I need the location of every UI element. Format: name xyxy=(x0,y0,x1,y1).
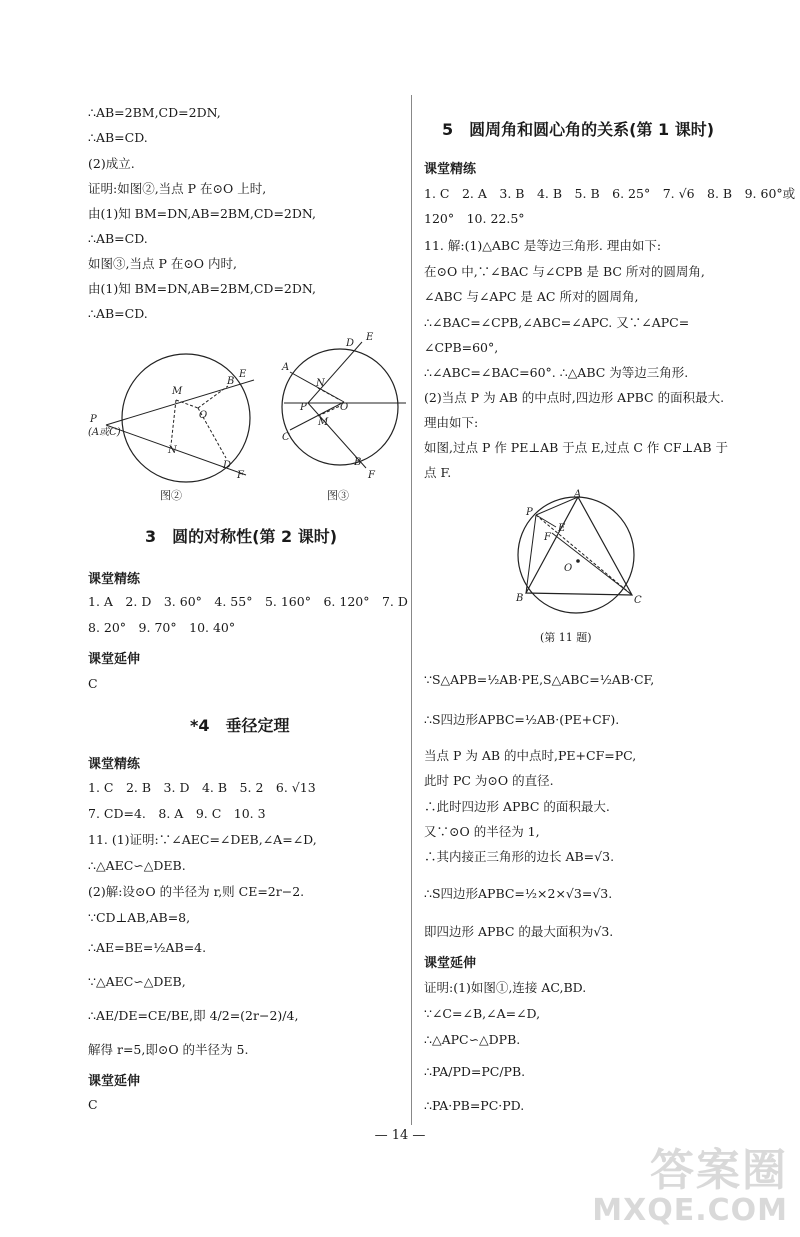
answer-line: 1. A 2. D 3. 60° 4. 55° 5. 160° 6. 120° 7. D xyxy=(88,594,408,609)
column-divider xyxy=(411,95,412,1125)
text-line: 如图③,当点 P 在⊙O 内时, xyxy=(88,256,237,271)
answer-line: 又∵⊙O 的半径为 1, xyxy=(424,824,540,839)
svg-text:A: A xyxy=(282,362,290,373)
text-line: ∴AB=CD. xyxy=(88,130,148,145)
extension-answer: C xyxy=(88,676,98,691)
extension-heading: 课堂延伸 xyxy=(88,1074,141,1089)
text-line: 由(1)知 BM=DN,AB=2BM,CD=2DN, xyxy=(88,281,317,296)
svg-text:F: F xyxy=(544,532,551,543)
practice-heading: 课堂精练 xyxy=(88,572,141,587)
text-line: ∴AB=CD. xyxy=(88,306,148,321)
svg-text:F: F xyxy=(368,470,375,481)
answer-line: ∴∠ABC=∠BAC=60°. ∴△ABC 为等边三角形. xyxy=(424,365,689,380)
answer-line: 11. (1)证明:∵∠AEC=∠DEB,∠A=∠D, xyxy=(88,832,317,847)
section-3-title: 3 圆的对称性(第 2 课时) xyxy=(145,527,338,546)
svg-text:N: N xyxy=(168,445,177,456)
answer-line: 当点 P 为 AB 的中点时,PE+CF=PC, xyxy=(424,748,637,763)
svg-text:F: F xyxy=(237,470,244,481)
answer-line: 1. C 2. B 3. D 4. B 5. 2 6. √13 xyxy=(88,780,316,795)
answer-line: ∠CPB=60°, xyxy=(424,340,499,355)
figure-3-diagram xyxy=(278,330,410,485)
answer-line: 证明:(1)如图①,连接 AC,BD. xyxy=(424,980,587,995)
svg-text:B: B xyxy=(516,593,524,604)
svg-text:N: N xyxy=(316,378,325,389)
answer-line: ∴△APC∽△DPB. xyxy=(424,1032,521,1047)
svg-text:P: P xyxy=(300,402,307,413)
answer-line: 即四边形 APBC 的最大面积为√3. xyxy=(424,924,614,939)
answer-line: 1. C 2. A 3. B 4. B 5. B 6. 25° 7. √6 8. B 9. 60°或 xyxy=(424,186,796,201)
answer-line: 7. CD=4. 8. A 9. C 10. 3 xyxy=(88,806,266,821)
svg-text:D: D xyxy=(223,460,232,471)
answer-line: 如图,过点 P 作 PE⊥AB 于点 E,过点 C 作 CF⊥AB 于 xyxy=(424,440,729,455)
practice-heading: 课堂精练 xyxy=(88,757,141,772)
answer-line: 此时 PC 为⊙O 的直径. xyxy=(424,773,554,788)
svg-text:A: A xyxy=(574,489,582,500)
answer-line: ∴PA·PB=PC·PD. xyxy=(424,1098,525,1113)
svg-text:P: P xyxy=(526,507,533,518)
answer-line: ∵CD⊥AB,AB=8, xyxy=(88,910,191,925)
figure-11-caption: (第 11 题) xyxy=(540,631,592,644)
figure-2-caption: 图② xyxy=(160,489,182,502)
answer-line: ∴AE/DE=CE/BE,即 4/2=(2r−2)/4, xyxy=(88,1008,299,1023)
svg-text:(A或C): (A或C) xyxy=(88,427,121,438)
watermark-line2: MXQE.COM xyxy=(592,1193,788,1228)
extension-heading: 课堂延伸 xyxy=(88,652,141,667)
svg-text:O: O xyxy=(340,402,349,413)
answer-line: (2)解:设⊙O 的半径为 r,则 CE=2r−2. xyxy=(88,884,305,899)
svg-text:D: D xyxy=(346,338,355,349)
answer-line: ∴S四边形APBC=½×2×√3=√3. xyxy=(424,886,613,901)
answer-line: ∴AE=BE=½AB=4. xyxy=(88,940,207,955)
figure-11-diagram xyxy=(508,485,648,625)
answer-line: 120° 10. 22.5° xyxy=(424,211,525,226)
answer-line: ∴其内接正三角形的边长 AB=√3. xyxy=(424,849,615,864)
svg-text:E: E xyxy=(558,523,566,534)
answer-line: ∠ABC 与∠APC 是 AC 所对的圆周角, xyxy=(424,289,639,304)
svg-text:E: E xyxy=(366,332,374,343)
answer-line: ∴PA/PD=PC/PB. xyxy=(424,1064,526,1079)
answer-line: 解得 r=5,即⊙O 的半径为 5. xyxy=(88,1042,249,1057)
extension-answer: C xyxy=(88,1097,98,1112)
watermark-line1: 答案圈 xyxy=(650,1145,788,1196)
answer-line: ∵△AEC∽△DEB, xyxy=(88,974,186,989)
answer-line: 理由如下: xyxy=(424,415,479,430)
text-line: (2)成立. xyxy=(88,156,135,171)
answer-line: ∴S四边形APBC=½AB·(PE+CF). xyxy=(424,712,620,727)
answer-line: ∴∠BAC=∠CPB,∠ABC=∠APC. 又∵∠APC= xyxy=(424,315,690,330)
section-4-title: *4 垂径定理 xyxy=(190,716,290,735)
svg-text:M: M xyxy=(172,386,183,397)
answer-line: 8. 20° 9. 70° 10. 40° xyxy=(88,620,236,635)
extension-heading: 课堂延伸 xyxy=(424,956,477,971)
page-number: — 14 — xyxy=(374,1128,426,1143)
answer-line: ∴△AEC∽△DEB. xyxy=(88,858,186,873)
watermark xyxy=(592,1145,788,1228)
figure-3-caption: 图③ xyxy=(327,489,349,502)
answer-line: ∵∠C=∠B,∠A=∠D, xyxy=(424,1006,541,1021)
figure-2-diagram xyxy=(86,350,266,485)
svg-text:O: O xyxy=(564,563,573,574)
svg-text:C: C xyxy=(634,595,642,606)
answer-line: 在⊙O 中,∵∠BAC 与∠CPB 是 BC 所对的圆周角, xyxy=(424,264,705,279)
text-line: ∴AB=2BM,CD=2DN, xyxy=(88,105,221,120)
answer-line: 点 F. xyxy=(424,465,452,480)
svg-text:O: O xyxy=(199,410,208,421)
answer-line: ∴此时四边形 APBC 的面积最大. xyxy=(424,799,610,814)
text-line: 由(1)知 BM=DN,AB=2BM,CD=2DN, xyxy=(88,206,317,221)
text-line: 证明:如图②,当点 P 在⊙O 上时, xyxy=(88,181,267,196)
section-5-title: 5 圆周角和圆心角的关系(第 1 课时) xyxy=(442,120,715,139)
svg-text:P: P xyxy=(90,414,97,425)
svg-text:B: B xyxy=(227,376,235,387)
svg-text:M: M xyxy=(318,417,329,428)
answer-line: (2)当点 P 为 AB 的中点时,四边形 APBC 的面积最大. xyxy=(424,390,725,405)
answer-line: 11. 解:(1)△ABC 是等边三角形. 理由如下: xyxy=(424,238,662,253)
answer-line: ∵S△APB=½AB·PE,S△ABC=½AB·CF, xyxy=(424,672,655,687)
practice-heading: 课堂精练 xyxy=(424,162,477,177)
svg-text:B: B xyxy=(354,457,362,468)
svg-text:C: C xyxy=(282,432,290,443)
text-line: ∴AB=CD. xyxy=(88,231,148,246)
svg-text:E: E xyxy=(239,369,247,380)
